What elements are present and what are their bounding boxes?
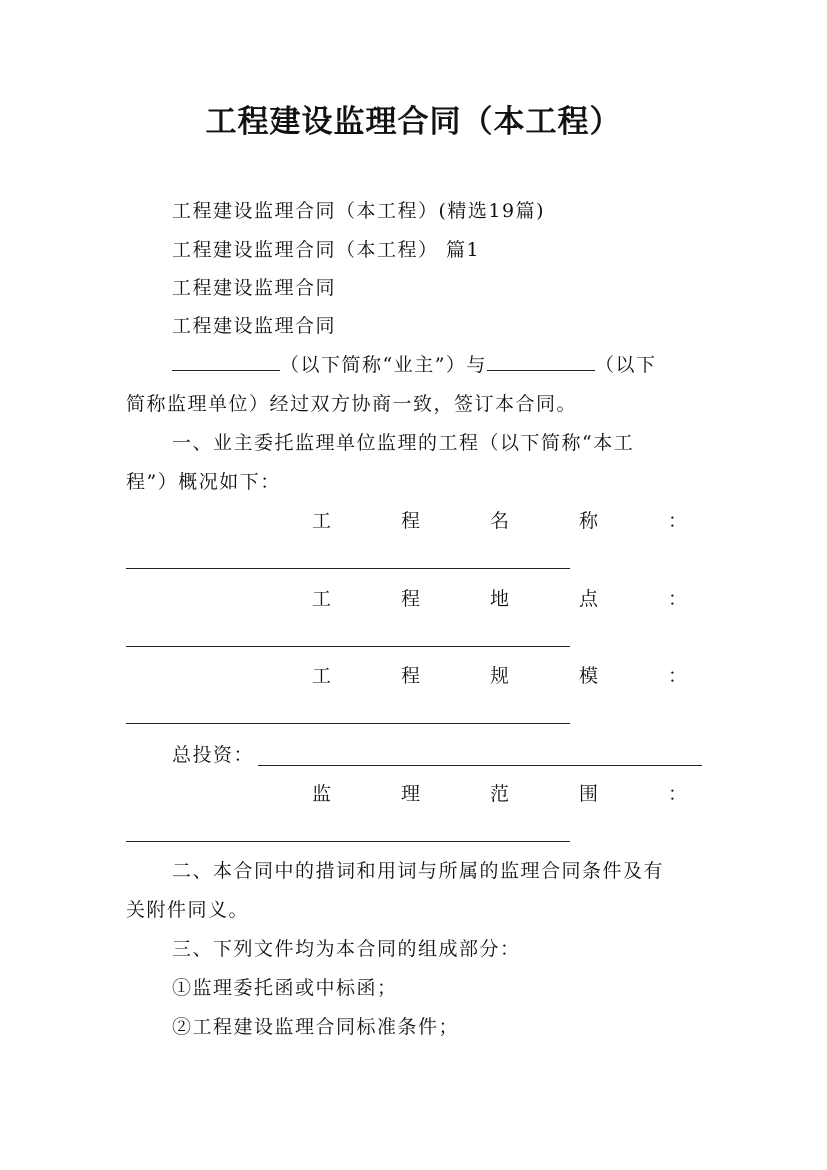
document-item-1: ①监理委托函或中标函； [172,977,398,999]
field-char: ： [667,510,687,532]
supervision-scope-blank [126,841,570,842]
field-char: ： [667,783,687,805]
document-title: 工程建设监理合同（本工程） [205,104,622,140]
project-scale-blank [126,723,570,724]
clause-2-line-1: 二、本合同中的措词和用词与所属的监理合同条件及有 [172,860,665,882]
field-char: 模 [578,665,598,687]
investment-label: 总投资： [172,744,255,766]
field-char: 点 [578,588,598,610]
field-char: 监 [312,783,332,805]
field-char: 程 [400,665,420,687]
chapter-heading: 工程建设监理合同（本工程） 篇1 [172,239,481,261]
field-char: 程 [400,588,420,610]
parties-line-2: 简称监理单位）经过双方协商一致，签订本合同。 [126,393,578,415]
field-char: 工 [312,510,332,532]
field-char: 围 [578,783,598,805]
clause-1-line-1: 一、业主委托监理单位监理的工程（以下简称“本工 [172,432,635,454]
project-name-blank [126,568,570,569]
field-char: ： [667,588,687,610]
contract-heading-1: 工程建设监理合同 [172,277,337,299]
field-project-location [312,586,687,612]
project-location-blank [126,646,570,647]
field-char: 程 [400,510,420,532]
field-project-name [312,508,687,534]
parties-mid-text: （以下简称“业主”）与 [280,354,487,376]
field-char: 工 [312,665,332,687]
parties-tail-text: （以下 [594,354,657,376]
field-char: 地 [489,588,509,610]
contract-heading-2: 工程建设监理合同 [172,315,337,337]
field-char: 工 [312,588,332,610]
field-char: 规 [489,665,509,687]
parties-line [172,352,704,378]
document-item-2: ②工程建设监理合同标准条件； [172,1016,460,1038]
field-char: ： [667,665,687,687]
field-supervision-scope [312,781,687,807]
supervisor-blank [487,353,595,371]
field-char: 称 [578,510,598,532]
investment-blank [258,765,702,766]
field-char: 名 [489,510,509,532]
clause-3: 三、下列文件均为本合同的组成部分： [172,938,521,960]
intro-line: 工程建设监理合同（本工程）(精选19篇) [172,200,546,222]
field-char: 范 [489,783,509,805]
clause-1-line-2: 程”）概况如下： [126,471,281,493]
clause-2-line-2: 关附件同义。 [126,899,250,921]
field-project-scale [312,663,687,689]
field-char: 理 [400,783,420,805]
owner-blank [172,353,280,371]
